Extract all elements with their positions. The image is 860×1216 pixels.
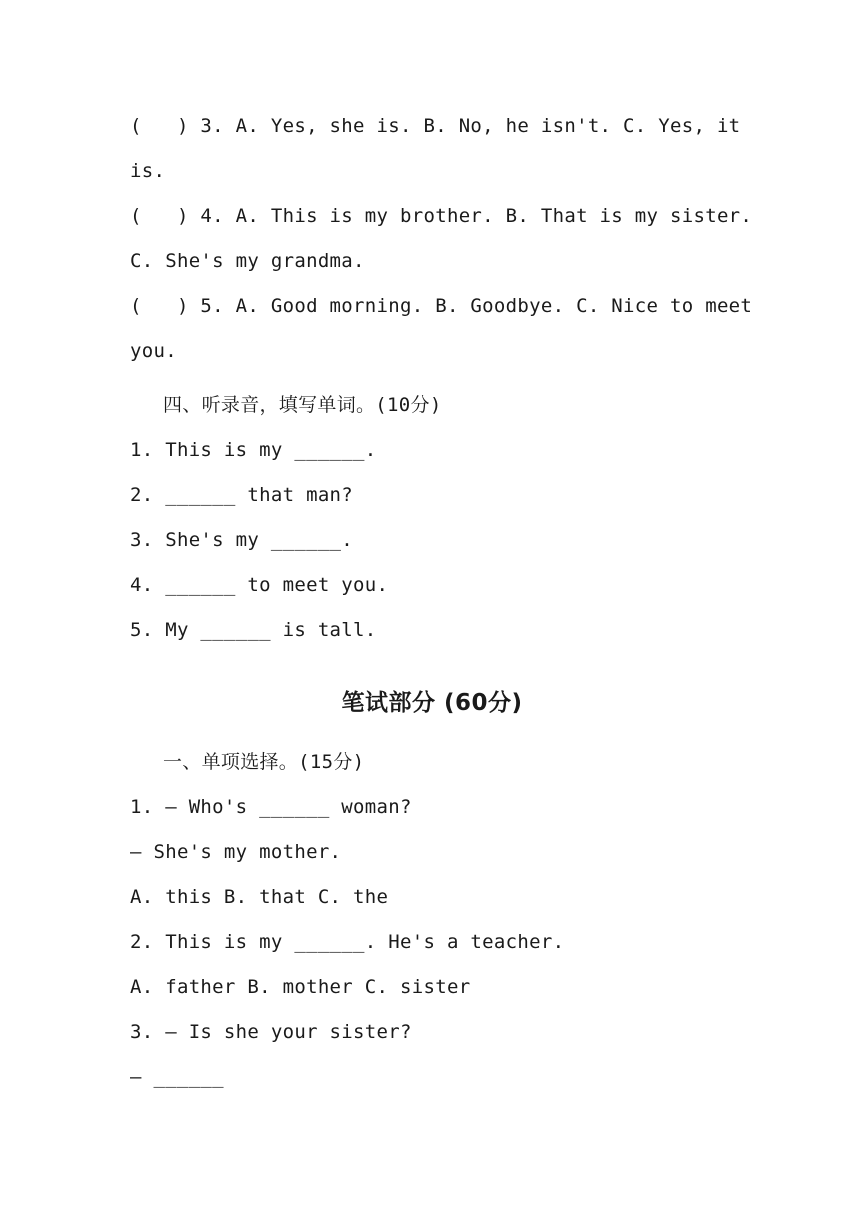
choice-line: — She's my mother. — [130, 841, 342, 863]
choice-line: A. this B. that C. the — [130, 886, 389, 908]
question-line: is. — [130, 160, 166, 182]
section-heading: 一、单项选择。(15分) — [163, 751, 365, 773]
question-line: ( ) 4. A. This is my brother. B. That is my sister. — [130, 205, 753, 227]
section-heading: 四、听录音，填写单词。(10分) — [163, 394, 442, 416]
listening-question-3 — [130, 104, 741, 194]
fill-in-item: 2. ______ that man? — [130, 484, 354, 506]
choice-line: 1. — Who's ______ woman? — [130, 796, 412, 818]
fill-in-item: 3. She's my ______. — [130, 529, 354, 551]
choice-line: A. father B. mother C. sister — [130, 976, 471, 998]
question-line: ( ) 3. A. Yes, she is. B. No, he isn't. C. Yes, it — [130, 115, 741, 137]
choice-line: 3. — Is she your sister? — [130, 1021, 412, 1043]
question-line: you. — [130, 340, 177, 362]
written-part-title: 笔试部分 (60分) — [341, 690, 523, 716]
listening-question-4 — [130, 194, 753, 284]
fill-in-item: 1. This is my ______. — [130, 439, 377, 461]
choice-line: — ______ — [130, 1066, 224, 1088]
listening-question-5 — [130, 284, 753, 374]
question-line: C. She's my grandma. — [130, 250, 365, 272]
section-four — [130, 382, 734, 653]
fill-in-item: 5. My ______ is tall. — [130, 619, 377, 641]
choice-line: 2. This is my ______. He's a teacher. — [130, 931, 565, 953]
fill-in-item: 4. ______ to meet you. — [130, 574, 389, 596]
question-line: ( ) 5. A. Good morning. B. Goodbye. C. Nice to meet — [130, 295, 753, 317]
section-one — [130, 739, 734, 1100]
worksheet-page — [130, 104, 753, 1100]
